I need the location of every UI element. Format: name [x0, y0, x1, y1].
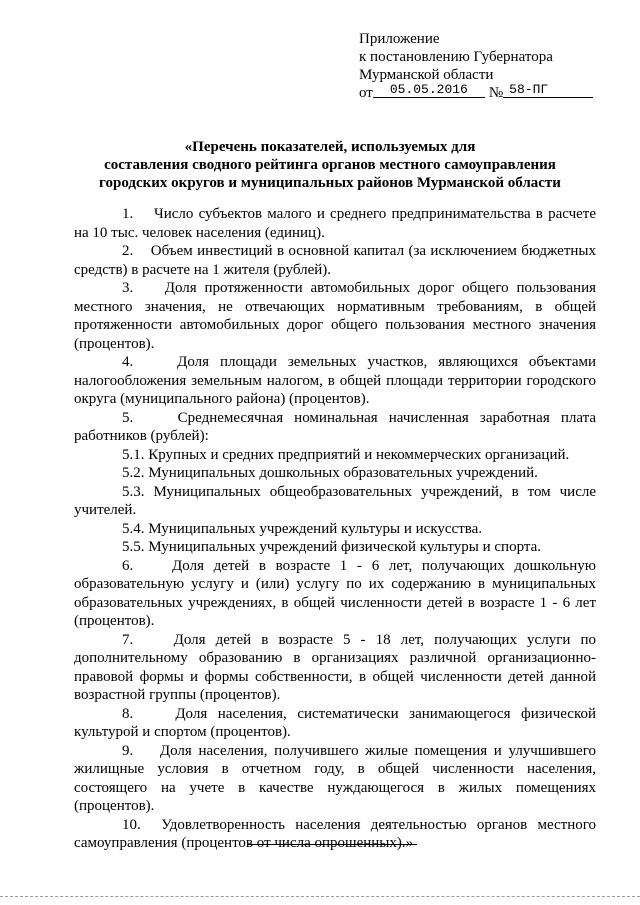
indicator-item: 7. Доля детей в возрасте 5 - 18 лет, получающих услуги по дополнительному образованию в организациях различной организационно-правовой формы и формы собственности, в общей численности детей данной возрастной группы (процентов). — [74, 631, 596, 703]
closing-divider — [247, 844, 417, 845]
indicator-subitem: 5.5. Муниципальных учреждений физической культуры и спорта. — [122, 539, 542, 555]
indicator-item: 8. Доля населения, систематически занимающегося физической культурой и спортом (процентов). — [74, 705, 596, 740]
title-line-3: городских округов и муниципальных районов Мурманской области — [99, 175, 561, 191]
title-line-2: составления сводного рейтинга органов местного самоуправления — [104, 157, 556, 173]
appendix-block — [359, 30, 593, 102]
indicator-item: 5. Среднемесячная номинальная начисленная заработная плата работников (рублей): — [74, 409, 596, 444]
appendix-date-number-line — [359, 84, 593, 102]
indicator-item: 9. Доля населения, получившего жилые помещения и улучшившего жилищные условия в отчетном году, в общей численности населения, состоящего на учете в качестве нуждающегося в жилых помещениях (процентов). — [74, 742, 596, 814]
document-title — [70, 138, 590, 192]
indicator-subitem: 5.1. Крупных и средних предприятий и некоммерческих организаций. — [122, 446, 570, 463]
appendix-resolution-line: к постановлению Губернатора — [359, 49, 553, 65]
indicator-item: 10. Удовлетворенность населения деятельностью органов местного самоуправления (процентов от числа опрошенных).» — [74, 816, 596, 851]
indicator-item: 4. Доля площади земельных участков, являющихся объектами налогообложения земельным налогом, в общей площади территории городского округа (муниципального района) (процентов). — [74, 354, 596, 407]
indicator-list — [74, 205, 596, 853]
appendix-heading: Приложение — [359, 31, 440, 47]
indicator-subitem: 5.4. Муниципальных учреждений культуры и искусства. — [122, 520, 483, 537]
number-prefix: № — [488, 85, 504, 101]
resolution-number: 58-ПГ — [503, 83, 593, 98]
title-line-1: «Перечень показателей, используемых для — [184, 139, 476, 155]
indicator-subitem: 5.3. Муниципальных общеобразовательных учреждений, в том числе учителей. — [74, 483, 596, 518]
indicator-item: 3. Доля протяженности автомобильных дорог общего пользования местного значения, не отвечающих нормативным требованиям, в общей протяженности автомобильных дорог общего пользования местного значения (процентов). — [74, 280, 596, 352]
date-prefix: от — [359, 85, 373, 101]
indicator-item: 2. Объем инвестиций в основной капитал (за исключением бюджетных средств) в расчете на 1 жителя (рублей). — [74, 243, 596, 278]
resolution-date: 05.05.2016 — [373, 83, 485, 98]
indicator-item: 1. Число субъектов малого и среднего предпринимательства в расчете на 10 тыс. человек населения (единиц). — [74, 206, 596, 241]
scan-bottom-edge — [0, 896, 640, 897]
indicator-subitem: 5.2. Муниципальных дошкольных образовательных учреждений. — [122, 465, 538, 481]
appendix-region-line: Мурманской области — [359, 67, 494, 83]
indicator-item: 6. Доля детей в возрасте 1 - 6 лет, получающих дошкольную образовательную услугу и (или) услугу по их содержанию в муниципальных образовательных учреждениях, в общей численности детей в возрасте 1 - 6 лет (процентов). — [74, 557, 596, 629]
